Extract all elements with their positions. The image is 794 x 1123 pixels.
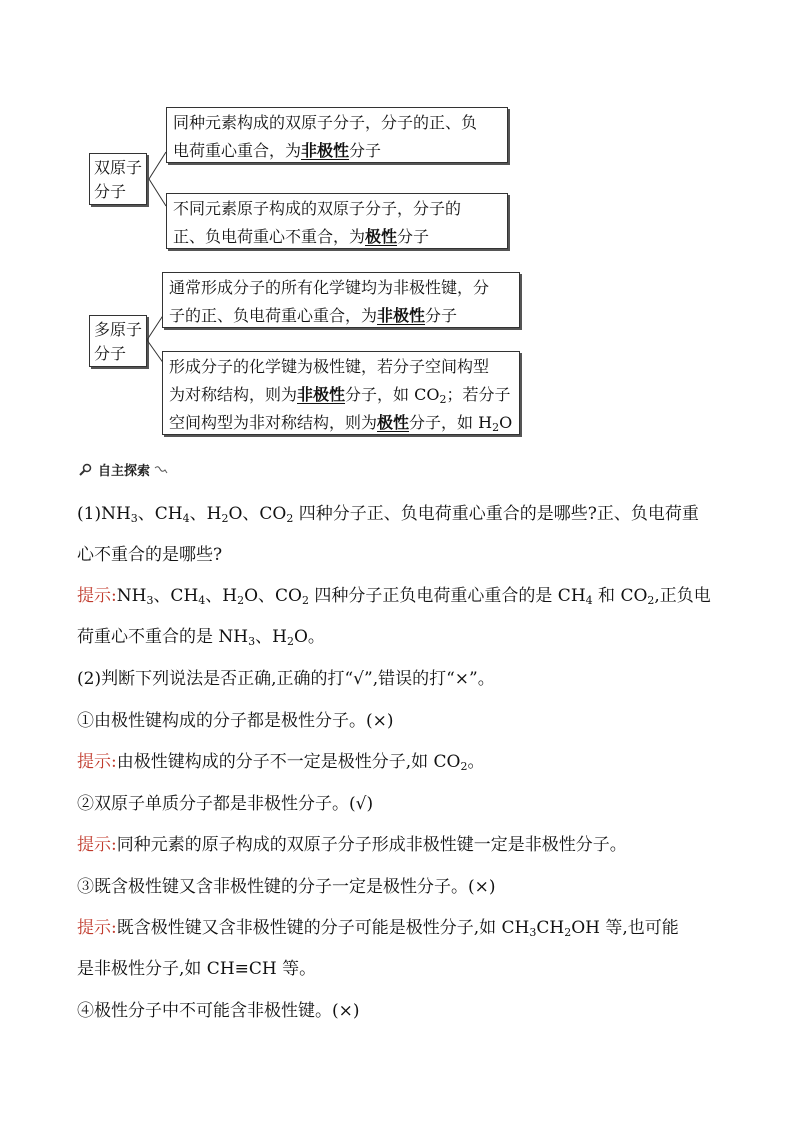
polyatomic-nonpolar-line2: 子的正、负电荷重心重合，为非极性分子	[169, 306, 458, 325]
diatomic-homonuclear-line2: 电荷重心重合，为非极性分子	[173, 141, 382, 160]
diatomic-bracket	[147, 130, 167, 240]
diatomic-label-box	[89, 153, 147, 205]
polar-term: 极性	[365, 227, 398, 246]
statement-3: ③既含极性键又含非极性键的分子一定是极性分子。(×)	[77, 877, 496, 897]
nonpolar-term: 非极性	[377, 306, 426, 325]
question-2: (2)判断下列说法是否正确,正确的打“√”,错误的打“×”。	[77, 669, 495, 689]
diatomic-homonuclear-box	[166, 107, 508, 163]
statement-2: ②双原子单质分子都是非极性分子。(√)	[77, 794, 374, 814]
nonpolar-term: 非极性	[301, 141, 350, 160]
hint-3: 提示:同种元素的原子构成的双原子分子形成非极性键一定是非极性分子。	[77, 835, 627, 855]
hint-4: 提示:既含极性键又含非极性键的分子可能是极性分子,如 $CH_3CH_2OH$ 等,也可能	[77, 918, 679, 939]
section-title: 自主探索	[98, 464, 151, 479]
magnifier-icon	[78, 463, 94, 477]
question-1: $(1)NH_3$、$CH_4$、$H_2O$、$CO_2$ 四种分子正、负电荷重心重合的是哪些?正、负电荷重	[77, 504, 699, 525]
diatomic-label-line2: 分子	[94, 182, 127, 201]
self-explore-heading	[78, 460, 168, 479]
hint-label: 提示:	[77, 752, 117, 772]
diatomic-heteronuclear-box	[166, 193, 508, 249]
hint-1-line2: 荷重心不重合的是 $NH_3$、$H_2O$。	[77, 627, 325, 648]
hint-2: 提示:由极性键构成的分子不一定是极性分子,如 $CO_2$。	[77, 752, 485, 773]
hint-label: 提示:	[77, 835, 117, 855]
hint-label: 提示:	[77, 586, 117, 606]
statement-4: ④极性分子中不可能含非极性键。(×)	[77, 1001, 360, 1021]
polyatomic-nonpolar-bonds-box	[162, 272, 520, 328]
polyatomic-polar-bonds-box	[162, 351, 520, 435]
question-1-line2: 心不重合的是哪些?	[77, 545, 223, 565]
hint-4-line2: 是非极性分子,如 CH≡CH 等。	[77, 959, 317, 979]
nonpolar-term: 非极性	[297, 385, 346, 404]
diatomic-homonuclear-line1: 同种元素构成的双原子分子，分子的正、负	[173, 113, 478, 132]
polyatomic-label-line2: 分子	[94, 344, 127, 363]
polyatomic-polar-line3: 空间构型为非对称结构，则为极性分子，如 $H_2O$	[169, 413, 513, 434]
polyatomic-label-line1: 多原子	[94, 320, 143, 339]
polyatomic-label-box	[89, 315, 147, 367]
squiggle-icon	[154, 465, 168, 475]
polyatomic-polar-line2: 为对称结构，则为非极性分子，如 $CO_2$；若分子	[169, 385, 511, 406]
hint-label: 提示:	[77, 918, 117, 938]
statement-1: ①由极性键构成的分子都是极性分子。(×)	[77, 711, 394, 731]
diatomic-label-line1: 双原子	[94, 158, 143, 177]
diatomic-heteronuclear-line2: 正、负电荷重心不重合，为极性分子	[173, 227, 430, 246]
polar-term: 极性	[377, 413, 410, 432]
polyatomic-polar-line1: 形成分子的化学键为极性键，若分子空间构型	[169, 357, 490, 376]
polyatomic-nonpolar-line1: 通常形成分子的所有化学键均为非极性键，分	[169, 278, 490, 297]
diatomic-heteronuclear-line1: 不同元素原子构成的双原子分子，分子的	[173, 199, 462, 218]
hint-1: 提示$:NH_3$、$CH_4$、$H_2O$、$CO_2$ 四种分子正负电荷重心重合的是 $CH_4$ 和 $CO_2$,正负电	[77, 586, 711, 607]
